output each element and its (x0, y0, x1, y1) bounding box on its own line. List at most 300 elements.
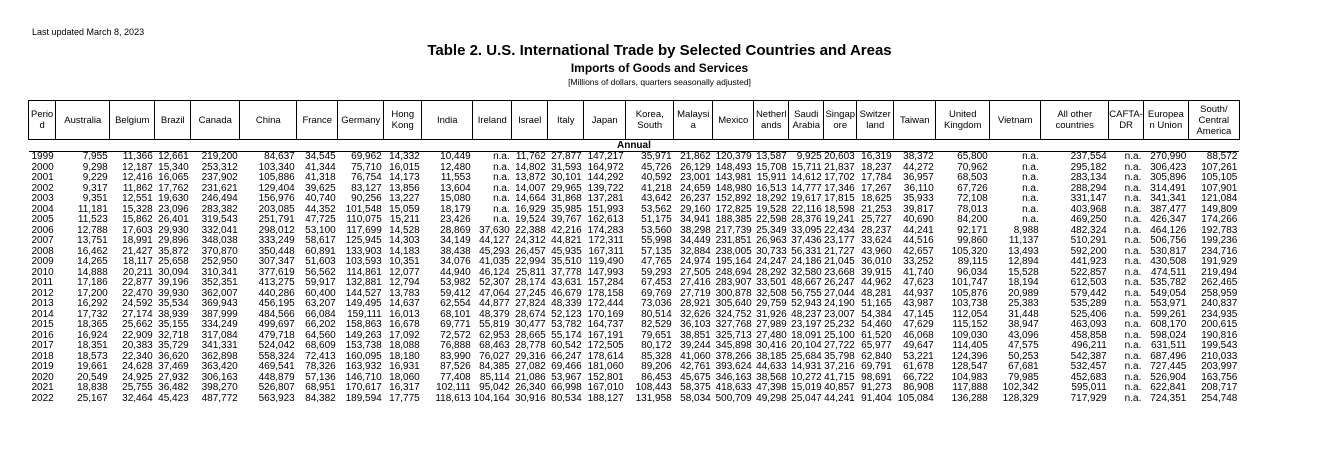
value-cell: 110,075 (346, 215, 382, 225)
value-cell: 17,092 (389, 330, 420, 341)
value-cell: 114,405 (952, 341, 988, 351)
table-row (29, 310, 1240, 321)
value-cell: 51,175 (641, 215, 672, 225)
value-cell: 458,858 (1070, 330, 1107, 341)
value-cell: 29,896 (158, 236, 189, 246)
value-cell: 38,185 (756, 351, 787, 362)
value-cell: 67,453 (641, 278, 672, 288)
value-cell: 44,633 (756, 362, 787, 372)
value-cell: 119,490 (588, 257, 624, 267)
value-cell: 65,800 (957, 151, 988, 162)
value-cell: 22,598 (756, 215, 787, 225)
value-cell: 18,237 (861, 162, 892, 173)
value-cell: 29,160 (680, 204, 711, 215)
value-cell: 345,898 (715, 341, 752, 351)
value-cell: 139,722 (587, 183, 624, 194)
value-cell: 510,291 (1070, 236, 1107, 246)
column-header (297, 101, 338, 140)
value-cell: 24,628 (122, 362, 153, 372)
value-cell: 68,609 (305, 341, 336, 351)
value-cell: 26,340 (515, 383, 546, 393)
value-cell: n.a. (1124, 215, 1142, 225)
year-cell: 2001 (31, 173, 54, 183)
year-cell: 2018 (31, 351, 54, 362)
column-header-text: Belgium (115, 114, 150, 126)
value-cell: 20,383 (122, 341, 153, 351)
value-cell: 474,511 (1150, 267, 1187, 278)
value-cell: 53,982 (440, 278, 471, 288)
value-cell: 80,172 (641, 341, 672, 351)
value-cell: 18,598 (824, 204, 855, 215)
value-cell: n.a. (1022, 204, 1039, 215)
value-cell: 105,876 (951, 288, 988, 299)
value-cell: 44,962 (861, 278, 892, 288)
value-cell: 69,771 (440, 320, 471, 330)
value-cell: 46,679 (551, 288, 582, 299)
value-cell: 26,401 (158, 215, 189, 225)
value-cell: 36,103 (680, 320, 711, 330)
value-cell: 51,165 (861, 299, 892, 309)
value-cell: n.a. (1124, 257, 1142, 267)
value-cell: 496,211 (1071, 341, 1107, 351)
value-cell: 52,307 (479, 278, 510, 288)
value-cell: 9,351 (82, 194, 108, 204)
value-cell: 58,375 (680, 383, 711, 393)
value-cell: 16,931 (389, 362, 420, 372)
value-cell: 60,400 (305, 288, 336, 299)
value-cell: 14,931 (791, 362, 822, 372)
table-row (29, 163, 1240, 174)
table-row (29, 226, 1240, 237)
value-cell: n.a. (1124, 383, 1142, 393)
table-row (29, 299, 1240, 310)
column-header-text: Europea (1147, 109, 1184, 120)
value-cell: 13,856 (389, 183, 420, 194)
value-cell: 83,127 (351, 183, 382, 194)
value-cell: 14,183 (389, 246, 420, 257)
value-cell: 24,312 (515, 236, 546, 246)
value-cell: 30,916 (515, 393, 546, 404)
value-cell: 622,841 (1150, 383, 1187, 393)
value-cell: 469,541 (258, 362, 295, 372)
value-cell: n.a. (1124, 278, 1142, 288)
value-cell: 27,722 (824, 341, 855, 351)
value-cell: n.a. (493, 194, 510, 204)
value-cell: 39,625 (305, 183, 336, 194)
value-cell: 18,180 (389, 351, 420, 362)
value-cell: 288,294 (1070, 183, 1107, 194)
column-header-text: South/ (1200, 103, 1228, 115)
value-cell: 352,351 (201, 278, 238, 288)
value-cell: 231,851 (715, 236, 752, 246)
section-row (29, 140, 1240, 152)
table-row (29, 257, 1240, 268)
value-cell: n.a. (493, 173, 510, 183)
value-cell: 15,340 (158, 162, 189, 173)
value-cell: 52,123 (551, 309, 582, 320)
value-cell: 341,331 (201, 341, 238, 351)
value-cell: n.a. (493, 183, 510, 194)
table-row (29, 352, 1240, 363)
value-cell: 125,945 (345, 236, 382, 246)
value-cell: 48,379 (479, 309, 510, 320)
value-cell: n.a. (1124, 351, 1142, 362)
value-cell: 19,617 (791, 194, 822, 204)
value-cell: 58,034 (680, 393, 711, 404)
value-cell: 55,819 (479, 320, 510, 330)
table-row (29, 268, 1240, 279)
value-cell: 109,030 (951, 330, 988, 341)
value-cell: 16,513 (756, 183, 787, 194)
value-cell: 39,767 (551, 215, 582, 225)
value-cell: 48,281 (861, 288, 892, 299)
value-cell: 11,862 (122, 183, 153, 194)
value-cell: 300,878 (715, 288, 752, 299)
value-cell: 35,510 (551, 257, 582, 267)
column-header-text: Arabia (792, 120, 820, 131)
value-cell: 29,965 (551, 183, 582, 194)
column-header-text: France (302, 114, 333, 126)
value-cell: 27,416 (680, 278, 711, 288)
value-cell: 530,817 (1150, 246, 1187, 257)
value-cell: 86,908 (903, 383, 934, 393)
value-cell: 23,177 (824, 236, 855, 246)
year-cell: 2013 (31, 299, 54, 309)
table-row (29, 362, 1240, 373)
value-cell: 69,466 (551, 362, 582, 372)
value-cell: 22,877 (122, 278, 153, 288)
column-header-text: Kong (391, 120, 414, 131)
value-cell: 17,603 (122, 225, 153, 236)
value-cell: 160,095 (345, 351, 382, 362)
value-cell: 430,508 (1150, 257, 1187, 267)
year-cell: 2010 (31, 267, 54, 278)
value-cell: 210,033 (1201, 351, 1238, 362)
value-cell: 149,263 (345, 330, 382, 341)
value-cell: 128,547 (951, 362, 988, 372)
value-cell: 18,091 (791, 330, 822, 341)
column-header-text: DR (1119, 120, 1133, 131)
value-cell: 18,088 (389, 341, 420, 351)
value-cell: 295,182 (1070, 162, 1107, 173)
column-header-text: United (949, 109, 977, 120)
value-cell: 608,170 (1150, 320, 1187, 330)
value-cell: 32,464 (122, 393, 153, 404)
value-cell: 319,543 (201, 215, 238, 225)
value-cell: 522,857 (1070, 267, 1107, 278)
value-cell: 24,659 (680, 183, 711, 194)
value-cell: 13,587 (756, 151, 787, 162)
value-cell: 151,993 (587, 204, 624, 215)
value-cell: 30,094 (158, 267, 189, 278)
value-cell: 18,573 (77, 351, 108, 362)
column-header-text: a (690, 120, 696, 131)
value-cell: 21,086 (515, 372, 546, 383)
value-cell: 31,448 (1008, 309, 1039, 320)
value-cell: 32,718 (158, 330, 189, 341)
value-cell: 306,423 (1150, 162, 1187, 173)
value-cell: 14,173 (389, 173, 420, 183)
value-cell: 21,727 (824, 246, 855, 257)
table-body (29, 152, 1240, 405)
value-cell: 170,169 (587, 309, 624, 320)
value-cell: 13,493 (1008, 246, 1039, 257)
year-cell: 2020 (31, 372, 54, 383)
column-header (713, 101, 754, 140)
value-cell: 334,249 (201, 320, 238, 330)
value-cell: 188,385 (715, 215, 752, 225)
value-cell: 172,311 (588, 236, 624, 246)
value-cell: n.a. (1124, 372, 1142, 383)
header-row (29, 101, 1240, 140)
column-header (548, 101, 584, 140)
value-cell: 195,164 (715, 257, 752, 267)
value-cell: 72,413 (305, 351, 336, 362)
value-cell: 73,036 (641, 299, 672, 309)
value-cell: n.a. (493, 151, 510, 162)
value-cell: 56,562 (305, 267, 336, 278)
value-cell: 42,216 (551, 225, 582, 236)
value-cell: 17,775 (389, 393, 420, 404)
year-cell: 2011 (31, 278, 54, 288)
value-cell: 464,126 (1150, 225, 1187, 236)
column-header-text: Switzer (859, 109, 891, 120)
value-cell: 17,762 (158, 183, 189, 194)
value-cell: 24,186 (791, 257, 822, 267)
value-cell: 27,505 (680, 267, 711, 278)
value-cell: 35,985 (551, 204, 582, 215)
column-header-text: d (39, 120, 45, 131)
value-cell: 20,549 (77, 372, 108, 383)
value-cell: 192,783 (1201, 225, 1238, 236)
value-cell: n.a. (1124, 393, 1142, 404)
table-subtitle: Imports of Goods and Services (570, 61, 749, 75)
value-cell: 14,612 (791, 173, 822, 183)
value-cell: 38,568 (756, 372, 787, 383)
value-cell: 62,953 (479, 330, 510, 341)
value-cell: 47,623 (903, 278, 934, 288)
value-cell: 413,275 (258, 278, 295, 288)
value-cell: 21,253 (861, 204, 892, 215)
value-cell: 129,404 (258, 183, 295, 194)
value-cell: 310,341 (201, 267, 238, 278)
value-cell: 53,562 (641, 204, 672, 215)
value-cell: 15,019 (791, 383, 822, 393)
value-cell: 717,929 (1070, 393, 1107, 404)
value-cell: 132,881 (345, 278, 382, 288)
column-header-text: CAFTA- (1109, 109, 1143, 120)
value-cell: 137,281 (587, 194, 624, 204)
value-cell: 49,298 (756, 393, 787, 404)
value-cell: 17,267 (861, 183, 892, 194)
value-cell: 13,604 (440, 183, 471, 194)
column-header-text: Vietnam (997, 114, 1033, 126)
value-cell: 283,907 (715, 278, 752, 288)
value-cell: 240,837 (1201, 299, 1238, 309)
value-cell: 26,963 (756, 236, 787, 246)
value-cell: 79,651 (641, 330, 672, 341)
value-cell: 238,005 (715, 246, 752, 257)
value-cell: 40,857 (824, 383, 855, 393)
value-cell: 27,932 (158, 372, 189, 383)
value-cell: 133,903 (345, 246, 382, 257)
table-row (29, 152, 1240, 163)
value-cell: 13,227 (389, 194, 420, 204)
value-cell: 62,840 (861, 351, 892, 362)
last-updated: Last updated March 8, 2023 (32, 27, 145, 37)
column-header (1109, 101, 1144, 140)
value-cell: 164,737 (587, 320, 624, 330)
value-cell: 17,346 (824, 183, 855, 194)
year-cell: 2005 (31, 215, 54, 225)
value-cell: 298,012 (258, 225, 295, 236)
value-cell: 144,292 (587, 173, 624, 183)
value-cell: 203,997 (1201, 362, 1238, 372)
value-cell: 19,661 (77, 362, 108, 372)
value-cell: 41,060 (680, 351, 711, 362)
column-header-text: Saudi (794, 109, 819, 120)
value-cell: 348,038 (201, 236, 238, 246)
value-cell: 18,838 (77, 383, 108, 393)
value-cell: 48,339 (551, 299, 582, 309)
value-cell: 14,637 (389, 299, 420, 309)
section-label: Annual (29, 140, 1240, 152)
value-cell: 104,983 (951, 372, 988, 383)
column-header (29, 101, 56, 140)
value-cell: 68,101 (440, 309, 471, 320)
value-cell: 40,740 (305, 194, 336, 204)
value-cell: 67,681 (1008, 362, 1039, 372)
value-cell: 49,647 (903, 341, 934, 351)
table-row (29, 184, 1240, 195)
value-cell: 61,678 (903, 362, 934, 372)
year-cell: 2019 (31, 362, 54, 372)
value-cell: 32,884 (680, 246, 711, 257)
value-cell: 66,247 (551, 351, 582, 362)
value-cell: 172,505 (587, 341, 624, 351)
value-cell: 47,398 (756, 383, 787, 393)
value-cell: 41,035 (479, 257, 510, 267)
value-cell: 128,329 (1002, 393, 1039, 404)
value-cell: 31,926 (756, 309, 787, 320)
value-cell: 14,303 (389, 236, 420, 246)
value-cell: 387,477 (1150, 204, 1187, 215)
value-cell: 76,027 (479, 351, 510, 362)
value-cell: 11,553 (440, 173, 471, 183)
value-cell: 80,534 (551, 393, 582, 404)
value-cell: n.a. (1124, 204, 1142, 215)
value-cell: 27,989 (756, 320, 787, 330)
column-header-text: Central (1198, 114, 1230, 126)
value-cell: 98,691 (861, 372, 892, 383)
value-cell: 43,960 (861, 246, 892, 257)
value-cell: 89,115 (957, 257, 988, 267)
value-cell: 172,444 (587, 299, 624, 309)
value-cell: 55,174 (551, 330, 582, 341)
value-cell: 19,528 (756, 204, 787, 215)
column-header (473, 101, 512, 140)
value-cell: 15,211 (389, 215, 420, 225)
value-cell: 487,772 (201, 393, 238, 404)
value-cell: 200,615 (1201, 320, 1238, 330)
year-cell: 1999 (31, 151, 54, 162)
value-cell: 398,270 (201, 383, 238, 393)
value-cell: 190,816 (1201, 330, 1238, 341)
value-cell: 91,273 (861, 383, 892, 393)
value-cell: 22,470 (122, 288, 153, 299)
value-cell: n.a. (1124, 320, 1142, 330)
value-cell: 16,015 (389, 162, 420, 173)
value-cell: 85,114 (479, 372, 510, 383)
value-cell: 36,110 (903, 183, 934, 194)
value-cell: 86,453 (641, 372, 672, 383)
value-cell: 592,200 (1070, 246, 1107, 257)
value-cell: n.a. (1124, 362, 1142, 372)
value-cell: 78,013 (957, 204, 988, 215)
value-cell: 558,324 (258, 351, 295, 362)
column-header-text: Singap (825, 109, 856, 120)
year-cell: 2003 (31, 194, 54, 204)
value-cell: 441,923 (1070, 257, 1107, 267)
value-cell: 12,187 (122, 162, 153, 173)
column-header-text: Canada (198, 114, 232, 126)
value-cell: 35,798 (824, 351, 855, 362)
value-cell: 143,981 (715, 173, 752, 183)
value-cell: 452,683 (1070, 372, 1107, 383)
column-header-text: Malaysi (677, 109, 710, 120)
value-cell: 16,317 (389, 383, 420, 393)
value-cell: 12,077 (389, 267, 420, 278)
value-cell: 107,901 (1201, 183, 1238, 194)
value-cell: 53,221 (903, 351, 934, 362)
value-cell: 21,427 (122, 246, 153, 257)
column-header-text: Kingdom (944, 120, 982, 131)
value-cell: 163,756 (1201, 372, 1238, 383)
value-cell: 18,351 (77, 341, 108, 351)
value-cell: 18,365 (77, 320, 108, 330)
column-header-text: Israel (518, 114, 542, 126)
value-cell: 426,347 (1150, 215, 1187, 225)
value-cell: 341,341 (1150, 194, 1187, 204)
value-cell: 234,935 (1201, 309, 1238, 320)
value-cell: 13,783 (389, 288, 420, 299)
value-cell: 39,244 (680, 341, 711, 351)
value-cell: 524,042 (258, 341, 295, 351)
value-cell: 170,617 (345, 383, 382, 393)
value-cell: 325,713 (715, 330, 752, 341)
value-cell: 203,085 (258, 204, 295, 215)
value-cell: 101,548 (345, 204, 382, 215)
value-cell: 17,200 (77, 288, 108, 299)
value-cell: n.a. (1124, 194, 1142, 204)
value-cell: 40,690 (903, 215, 934, 225)
table-row (29, 394, 1240, 405)
value-cell: 78,326 (305, 362, 336, 372)
value-cell: 18,179 (440, 204, 471, 215)
value-cell: 31,593 (551, 162, 582, 173)
value-cell: 33,095 (791, 225, 822, 236)
value-cell: 24,974 (680, 257, 711, 267)
year-cell: 2004 (31, 204, 54, 215)
value-cell: 107,261 (1201, 162, 1238, 173)
table-row (29, 236, 1240, 247)
value-cell: 378,266 (715, 351, 752, 362)
column-header (626, 101, 674, 140)
value-cell: 72,572 (440, 330, 471, 341)
units-note: [Millions of dollars, quarters seasonally adjusted] (568, 77, 751, 87)
value-cell: 108,443 (635, 383, 672, 393)
value-cell: 69,791 (861, 362, 892, 372)
